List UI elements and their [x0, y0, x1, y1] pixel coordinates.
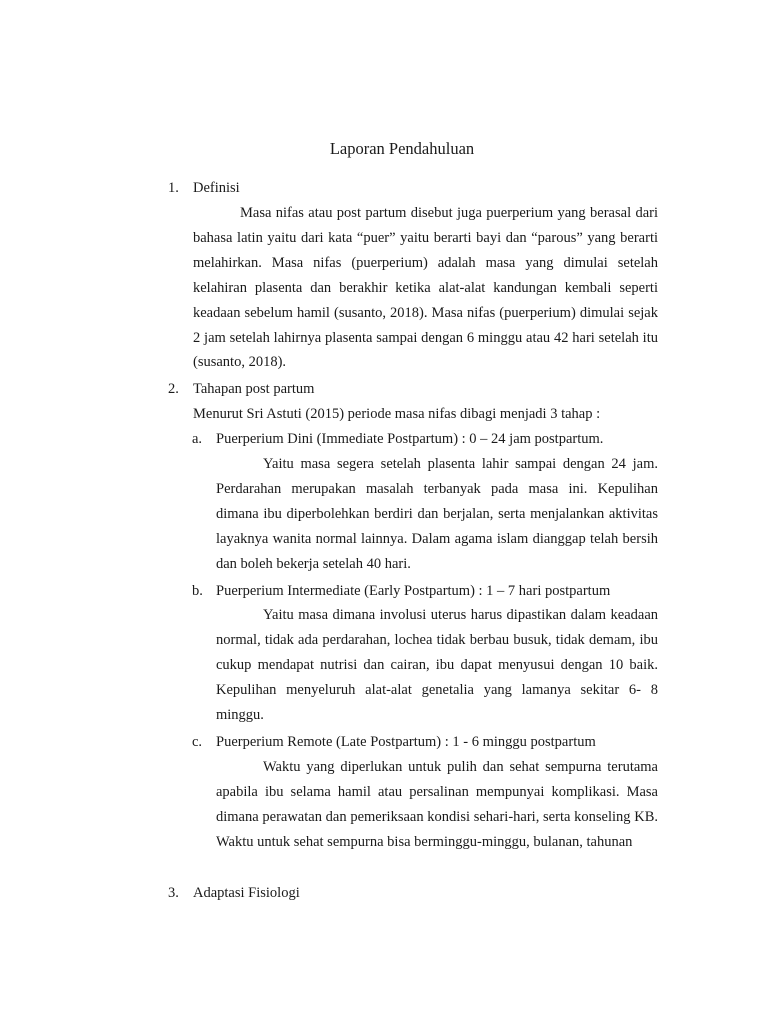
item-a-heading: Puerperium Dini (Immediate Postpartum) : 0 – 24 jam postpartum. [216, 431, 604, 447]
section-heading: Adaptasi Fisiologi [193, 885, 300, 901]
item-b-label: b. [192, 583, 203, 599]
document-title: Laporan Pendahuluan [329, 139, 475, 158]
section-heading: Definisi [193, 180, 240, 196]
item-b-heading: Puerperium Intermediate (Early Postpartum) : 1 – 7 hari postpartum [216, 583, 611, 599]
section-number: 3. [168, 885, 179, 901]
item-a-paragraph: Yaitu masa segera setelah plasenta lahir sampai dengan 24 jam. Perdarahan merupakan masalah terbanyak pada masa ini. Kepulihan dimana ibu diperbolehkan berdiri dan berjalan, serta menjalankan aktivitas layaknya wanita normal lainnya. Dalam agama islam dianggap telah bersih dan boleh bekerja setelah 40 hari. [216, 456, 658, 572]
section-number: 1. [168, 180, 179, 196]
item-c-paragraph: Waktu yang diperlukan untuk pulih dan sehat sempurna terutama apabila ibu selama hamil atau persalinan mempunyai komplikasi. Masa dimana perawatan dan pemeriksaan kondisi sehari-hari, serta konseling KB. Waktu untuk sehat sempurna bisa berminggu-minggu, bulanan, tahunan [216, 759, 658, 850]
section-heading: Tahapan post partum [193, 381, 315, 397]
section-number: 2. [168, 381, 179, 397]
item-a-label: a. [192, 431, 203, 447]
section-2-intro: Menurut Sri Astuti (2015) periode masa nifas dibagi menjadi 3 tahap : [193, 406, 601, 422]
section-1-paragraph: Masa nifas atau post partum disebut juga puerperium yang berasal dari bahasa latin yaitu dari kata “puer” yaitu berarti bayi dan “parous” yang berarti melahirkan. Masa nifas (puerperium) adalah masa yang dimulai setelah kelahiran plasenta dan berakhir ketika alat-alat kandungan kembali seperti keadaan sebelum hamil (susanto, 2018). Masa nifas (puerperium) dimulai sejak 2 jam setelah lahirnya plasenta sampai dengan 6 minggu atau 42 hari setelah itu (susanto, 2018). [193, 205, 658, 371]
item-c-heading: Puerperium Remote (Late Postpartum) : 1 - 6 minggu postpartum [216, 734, 596, 750]
item-c-label: c. [192, 734, 203, 750]
item-b-paragraph: Yaitu masa dimana involusi uterus harus dipastikan dalam keadaan normal, tidak ada perdarahan, lochea tidak berbau busuk, tidak demam, ibu cukup mendapat nutrisi dan cairan, ibu dapat menyusui dengan 10 baik. Kepulihan menyeluruh alat-alat genetalia yang lamanya sekitar 6- 8 minggu. [216, 607, 658, 723]
